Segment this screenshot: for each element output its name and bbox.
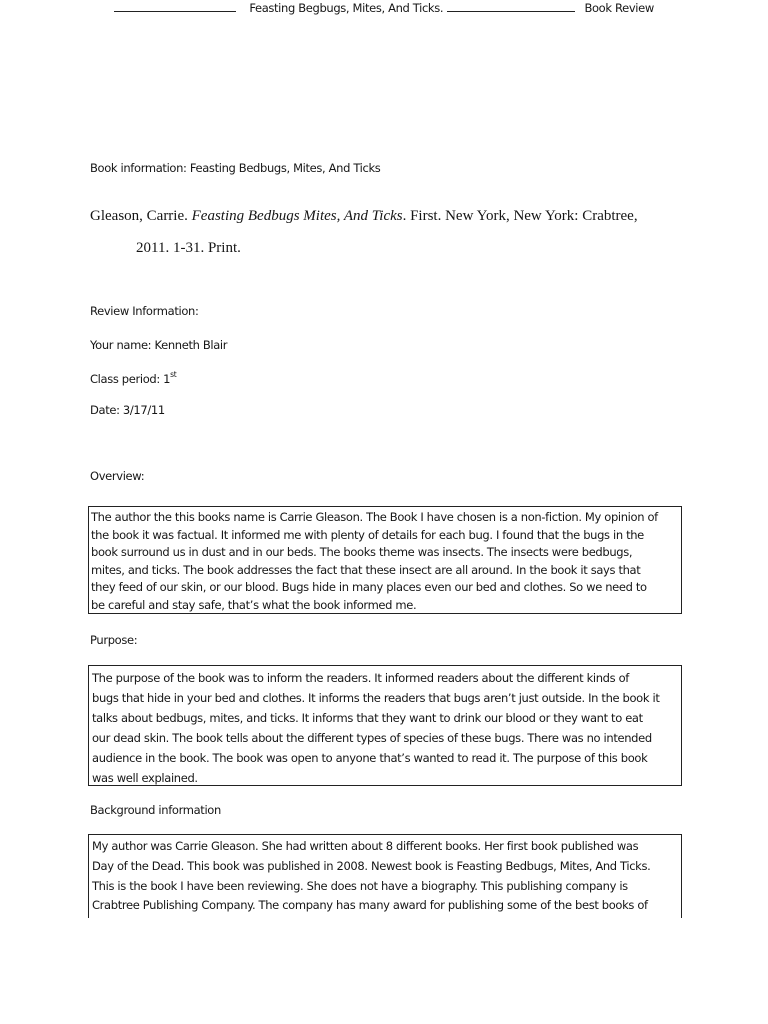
review-info-heading: Review Information: xyxy=(90,304,199,318)
citation-line-2: 2011. 1-31. Print. xyxy=(136,240,241,256)
citation-rest: . First. New York, New York: Crabtree, xyxy=(402,208,638,224)
overview-text: The author the this books name is Carrie Gleason. The Book I have chosen is a non-fiction. My opinion of the book it was factual. It informed me with plenty of details for each bug. I found that the bugs in the book surround us in dust and in our beds. The books theme was insects. The insects were bedbugs, mites, and ticks. The book addresses the fact that these insect are all around. In the book it says that they feed of our skin, or our blood. Bugs hide in many places even our bed and clothes. So we need to be careful and stay safe, that’s what the book informed me. xyxy=(91,510,658,612)
background-box xyxy=(88,834,682,918)
background-heading: Background information xyxy=(90,803,221,817)
book-review-label: Book Review xyxy=(584,1,654,15)
overview-heading: Overview: xyxy=(90,469,145,483)
class-period-text: Class period: 1 xyxy=(90,371,171,386)
citation-author: Gleason, Carrie. xyxy=(90,208,188,224)
title-blank-left xyxy=(114,0,236,12)
purpose-box xyxy=(88,665,682,786)
review-date: Date: 3/17/11 xyxy=(90,403,165,417)
review-title-line xyxy=(0,0,768,15)
citation-line-1 xyxy=(90,208,638,225)
title-blank-right xyxy=(447,0,575,12)
purpose-text: The purpose of the book was to inform the readers. It informed readers about the different kinds of bugs that hide in your bed and clothes. It informs the readers that bugs aren’t just outside. In the book it talks about bedbugs, mites, and ticks. It informs that they want to drink our blood or they want to eat our dead skin. The book tells about the different types of species of these bugs. There was no intended audience in the book. The book was open to anyone that’s wanted to read it. The purpose of this book was well explained. xyxy=(92,671,660,785)
overview-box xyxy=(88,506,682,614)
purpose-heading: Purpose: xyxy=(90,633,138,647)
book-info-heading: Book information: Feasting Bedbugs, Mites, And Ticks xyxy=(90,161,381,175)
background-text: My author was Carrie Gleason. She had written about 8 different books. Her first book published was Day of the Dead. This book was published in 2008. Newest book is Feasting Bedbugs, Mites, And Ticks. This is the book I have been reviewing. She does not have a biography. This publishing company is Crabtree Publishing Company. The company has many award for publishing some of the best books of xyxy=(92,839,651,913)
class-period xyxy=(90,371,176,386)
book-title: Feasting Begbugs, Mites, And Ticks. xyxy=(249,1,444,15)
citation-title: Feasting Bedbugs Mites, And Ticks xyxy=(191,208,403,224)
class-period-ordinal: st xyxy=(170,370,177,379)
reviewer-name: Your name: Kenneth Blair xyxy=(90,338,228,352)
